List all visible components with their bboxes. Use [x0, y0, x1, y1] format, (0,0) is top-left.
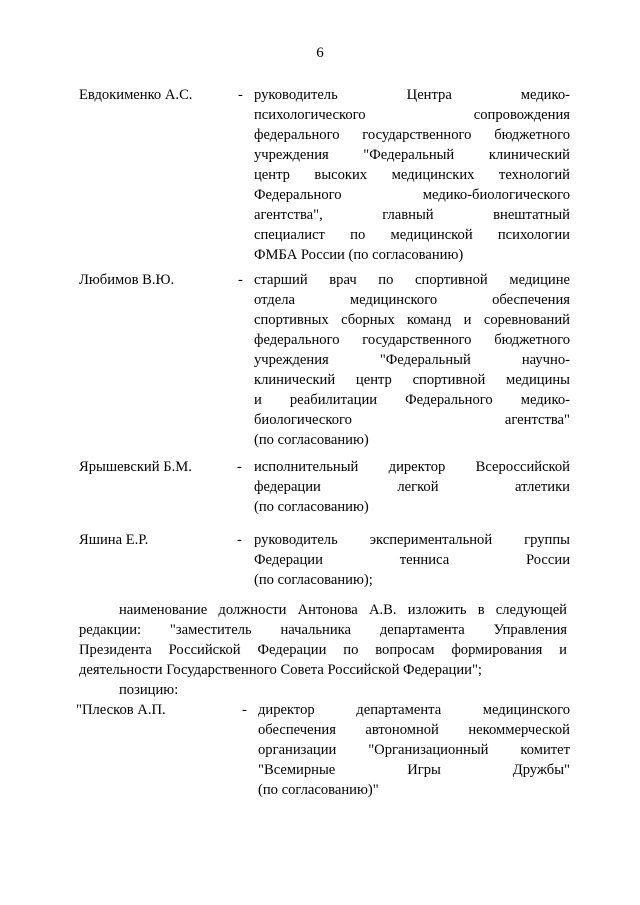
dash-separator: - — [237, 459, 242, 475]
member-description — [258, 700, 570, 800]
description-line: учреждения "Федеральный научно- — [254, 352, 570, 368]
description-line: Федерального медико-биологического — [254, 187, 570, 203]
description-line: федерации легкой атлетики — [254, 479, 570, 495]
member-description — [254, 530, 570, 590]
member-description — [254, 270, 570, 450]
description-line: директор департамента медицинского — [258, 702, 570, 718]
dash-separator: - — [242, 702, 247, 718]
dash-separator: - — [238, 272, 243, 288]
description-line: Федерации тенниса России — [254, 552, 570, 568]
description-line: руководитель Центра медико- — [254, 87, 570, 103]
description-line: спортивных сборных команд и соревнований — [254, 312, 570, 328]
member-name: Яшина Е.Р. — [79, 532, 149, 548]
paragraph-line: Президента Российской Федерации по вопросам формирования и — [79, 642, 567, 658]
description-line: старший врач по спортивной медицине — [254, 272, 570, 288]
member-description — [254, 85, 570, 265]
page-number: 6 — [316, 45, 324, 61]
position-label — [119, 680, 178, 700]
member-description — [254, 457, 570, 517]
paragraph-line: редакции: "заместитель начальника департамента Управления — [79, 622, 567, 638]
description-line: руководитель экспериментальной группы — [254, 532, 570, 548]
dash-separator: - — [238, 87, 243, 103]
paragraph-line: деятельности Государственного Совета Российской Федерации"; — [79, 662, 482, 678]
description-line: центр высоких медицинских технологий — [254, 167, 570, 183]
description-line: федерального государственного бюджетного — [254, 332, 570, 348]
member-name: Ярышевский Б.М. — [79, 459, 192, 475]
description-line: федерального государственного бюджетного — [254, 127, 570, 143]
description-line: биологического агентства" — [254, 412, 570, 428]
description-line: "Всемирные Игры Дружбы" — [258, 762, 570, 778]
description-line: организации "Организационный комитет — [258, 742, 570, 758]
amendment-paragraph — [79, 600, 567, 680]
paragraph-line: наименование должности Антонова А.В. изложить в следующей — [119, 602, 567, 618]
description-line: (по согласованию)" — [258, 782, 379, 798]
description-line: ФМБА России (по согласованию) — [254, 247, 464, 263]
description-line: клинический центр спортивной медицины — [254, 372, 570, 388]
member-name: Евдокименко А.С. — [79, 87, 193, 103]
description-line: учреждения "Федеральный клинический — [254, 147, 570, 163]
member-name: Любимов В.Ю. — [79, 272, 175, 288]
description-line: и реабилитации Федерального медико- — [254, 392, 570, 408]
description-line: отдела медицинского обеспечения — [254, 292, 570, 308]
position-label-text: позицию: — [119, 682, 179, 698]
description-line: агентства", главный внештатный — [254, 207, 570, 223]
dash-separator: - — [237, 532, 242, 548]
member-name: "Плесков А.П. — [76, 702, 166, 718]
description-line: психологического сопровождения — [254, 107, 570, 123]
description-line: (по согласованию); — [254, 572, 373, 588]
description-line: обеспечения автономной некоммерческой — [258, 722, 570, 738]
description-line: специалист по медицинской психологии — [254, 227, 570, 243]
description-line: (по согласованию) — [254, 499, 369, 515]
description-line: исполнительный директор Всероссийской — [254, 459, 570, 475]
description-line: (по согласованию) — [254, 432, 369, 448]
